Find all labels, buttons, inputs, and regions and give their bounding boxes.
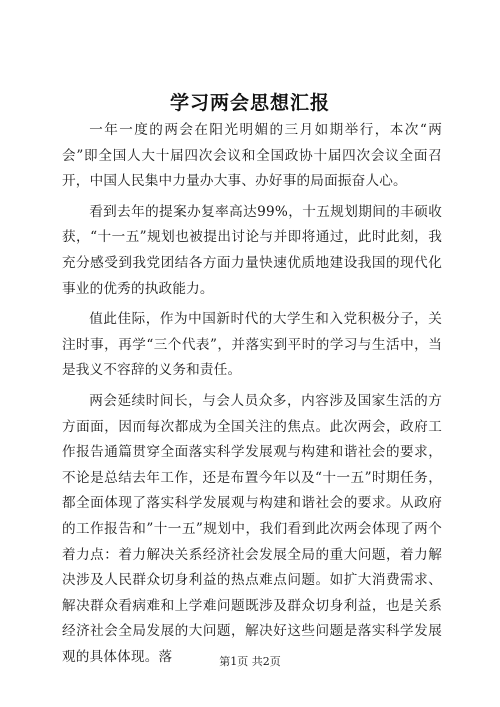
paragraph-1: 一年一度的两会在阳光明媚的三月如期举行，本次“两会”即全国人大十届四次会议和全国政协十届四次会议全面召开，中国人民集中力量办大事、办好事的局面振奋人心。 bbox=[62, 122, 442, 190]
document-title: 学习两会思想汇报 bbox=[169, 92, 330, 114]
paragraph-2: 看到去年的提案办复率高达99%，十五规划期间的丰硕收获，“十一五”规划也被提出讨论与并即将通过，此时此刻，我充分感受到我党团结各方面力量快速优质地建设我国的现代化事业的优秀的执政能力。 bbox=[62, 203, 442, 297]
page-number-footer: 第1页 共2页 bbox=[219, 655, 281, 668]
document-body bbox=[62, 118, 442, 675]
paragraph-4: 两会延续时间长，与会人员众多，内容涉及国家生活的方方面面，因而每次都成为全国关注的焦点。此次两会，政府工作报告通篇贯穿全面落实科学发展观与构建和谐社会的要求，不论是总结去年工作，还是布置今年以及“十一五”时期任务，都全面体现了落实科学发展观与构建和谐社会的要求。从政府的工作报告和”十一五”规划中，我们看到此次两会体现了两个着力点：着力解决关系经济社会发展全局的重大问题，着力解决涉及人民群众切身利益的热点难点问题。如扩大消费需求、解决群众看病难和上学难问题既涉及群众切身利益，也是关系经济社会全局发展的大问题，解决好这些问题是落实科学发展观的具体体现。落 bbox=[62, 392, 442, 665]
paragraph-3: 值此佳际，作为中国新时代的大学生和入党积极分子，关注时事，再学“三个代表”，并落实到平时的学习与生活中，当是我义不容辞的义务和责任。 bbox=[62, 311, 442, 379]
